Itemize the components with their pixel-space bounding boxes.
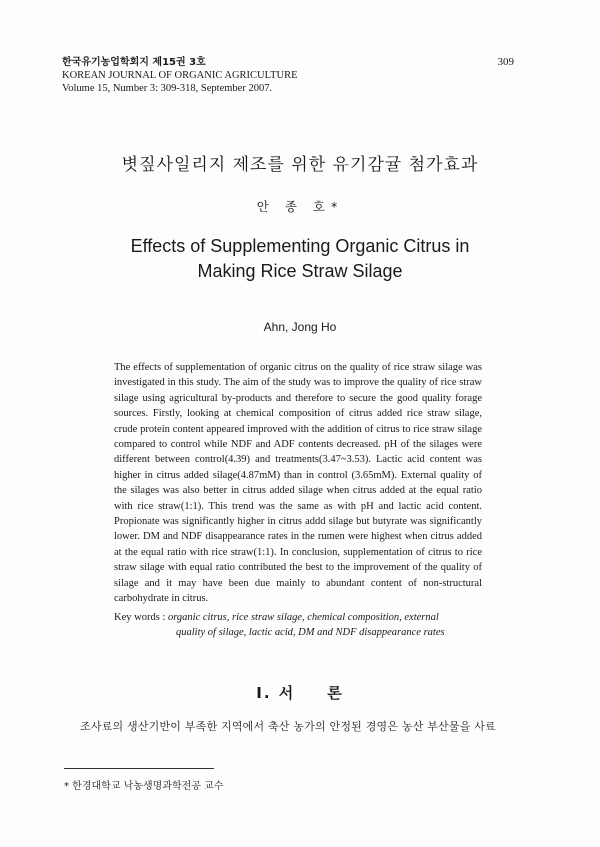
journal-korean-name: 한국유기농업학회지 제15권 3호	[62, 57, 206, 68]
title-english	[0, 234, 600, 284]
footnote-rule	[64, 768, 214, 769]
page-number: 309	[497, 56, 514, 68]
title-english-line2: Making Rice Straw Silage	[197, 261, 403, 281]
keywords-line2: quality of silage, lactic acid, DM and NDF disappearance rates	[176, 627, 445, 639]
journal-header	[62, 56, 298, 95]
author-korean: 안 종 호*	[256, 199, 344, 214]
section-number: I. 서	[256, 684, 296, 702]
author-english: Ahn, Jong Ho	[263, 320, 337, 334]
footnote-affiliation: * 한경대학교 낙농생명과학전공 교수	[64, 781, 224, 792]
section-title: 론	[327, 684, 344, 702]
body-text-first-line: 조사료의 생산기반이 부족한 지역에서 축산 농가의 안정된 경영은 농산 부산물을 사료	[80, 720, 496, 733]
journal-english-name: KOREAN JOURNAL OF ORGANIC AGRICULTURE	[62, 70, 298, 81]
keywords-line1: organic citrus, rice straw silage, chemical composition, external	[167, 612, 439, 623]
journal-volume-info: Volume 15, Number 3: 309-318, September 2007.	[62, 83, 273, 94]
section-heading	[0, 682, 600, 703]
title-korean: 볏짚사일리지 제조를 위한 유기감귤 첨가효과	[121, 155, 479, 175]
abstract: The effects of supplementation of organic citrus on the quality of rice straw silage was investigated in this study. The aim of the study was to improve the quality of rice straw silage using agricultural by-products and therefore to secure the good quality forage sources. Firstly, looking at chemical composition of citrus added rice straw silage, crude protein content appeared improved with the addition of citrus to rice straw silage compared to control while NDF and ADF contents decreased. pH of the silages were different between control(4.39) and treatments(3.47~3.53). Lactic acid content was higher in citrus added silage(4.87mM) than in control (3.65mM). External quality of the silages was also better in citrus added silage when citrus added at the equal ratio with rice straw(1:1). This trend was the same as with pH and lactic acid content. Propionate was significantly higher in citrus addd silage but butyrate was significantly lower. DM and NDF disappearance rates in the rumen were highest when citrus added at the equal ratio with rice straw(1:1). In conclusion, supplementation of citrus to rice straw silage with equal ratio contributed the best to the improvement of the quality of silage and it may have been due mainly to abundant content of non-structural carbohydrate in citrus.	[114, 362, 482, 605]
keywords-label: Key words :	[114, 612, 166, 623]
title-english-line1: Effects of Supplementing Organic Citrus in	[130, 236, 470, 256]
keywords	[114, 610, 484, 641]
